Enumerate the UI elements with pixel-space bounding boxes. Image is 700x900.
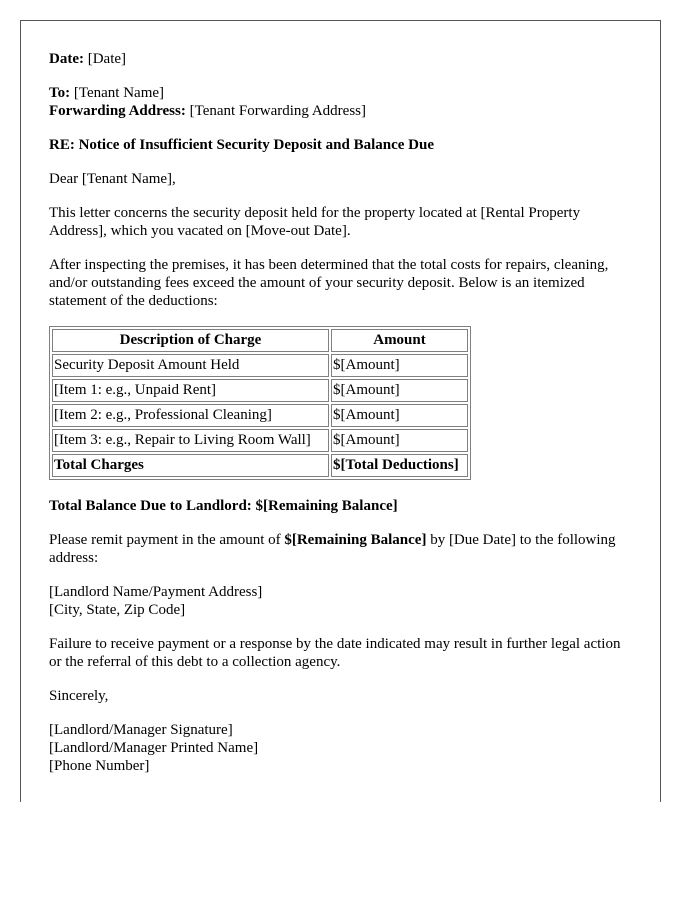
table-row — [52, 379, 468, 402]
total-charges-label: Total Charges — [52, 454, 329, 477]
signature-line-1: [Landlord/Manager Signature] — [49, 722, 233, 738]
column-header-description: Description of Charge — [52, 329, 329, 352]
table-row — [52, 404, 468, 427]
signature-line-3: [Phone Number] — [49, 758, 150, 774]
column-header-amount: Amount — [331, 329, 468, 352]
signature-block — [49, 721, 633, 775]
remit-amount: $[Remaining Balance] — [284, 532, 427, 548]
subject-text: RE: Notice of Insufficient Security Deposit and Balance Due — [49, 137, 434, 153]
table-header-row — [52, 329, 468, 352]
balance-due-line — [49, 497, 633, 515]
charge-description: [Item 1: e.g., Unpaid Rent] — [52, 379, 329, 402]
salutation: Dear [Tenant Name], — [49, 171, 176, 187]
remit-text-after: by [Due Date] to the following address: — [49, 532, 616, 566]
charge-description: Security Deposit Amount Held — [52, 354, 329, 377]
forwarding-label: Forwarding Address: — [49, 103, 186, 119]
letter-page — [20, 20, 661, 802]
table-row — [52, 354, 468, 377]
total-charges-value: $[Total Deductions] — [331, 454, 468, 477]
charge-amount: $[Amount] — [331, 379, 468, 402]
letter-body — [49, 50, 633, 791]
table-total-row — [52, 454, 468, 477]
charge-description: [Item 3: e.g., Repair to Living Room Wall] — [52, 429, 329, 452]
address-line-2: [City, State, Zip Code] — [49, 602, 186, 618]
to-value: [Tenant Name] — [73, 85, 165, 101]
remit-text-before: Please remit payment in the amount of — [49, 532, 285, 548]
date-label: Date: — [49, 51, 84, 67]
paragraph-inspection: After inspecting the premises, it has been determined that the total costs for repairs, cleaning, and/or outstanding fees exceed the amount of your security deposit. Below is an itemized statement of the deductions: — [49, 257, 609, 309]
paragraph-deposit: This letter concerns the security deposit held for the property located at [Rental Property Address], which you vacated on [Move-out Date]. — [49, 205, 581, 239]
subject-line — [49, 136, 633, 154]
paragraph-failure: Failure to receive payment or a response by the date indicated may result in further legal action or the referral of this debt to a collection agency. — [49, 636, 621, 670]
date-line — [49, 50, 633, 68]
balance-due-text: Total Balance Due to Landlord: $[Remaining Balance] — [49, 498, 398, 514]
address-line-1: [Landlord Name/Payment Address] — [49, 584, 263, 600]
to-label: To: — [49, 85, 71, 101]
date-value: [Date] — [87, 51, 127, 67]
charges-table — [49, 326, 471, 480]
remit-paragraph — [49, 531, 633, 567]
closing: Sincerely, — [49, 688, 109, 704]
forwarding-value: [Tenant Forwarding Address] — [189, 103, 366, 119]
recipient-block — [49, 84, 633, 120]
charge-amount: $[Amount] — [331, 354, 468, 377]
charge-amount: $[Amount] — [331, 404, 468, 427]
signature-line-2: [Landlord/Manager Printed Name] — [49, 740, 259, 756]
charge-amount: $[Amount] — [331, 429, 468, 452]
payment-address — [49, 583, 633, 619]
table-row — [52, 429, 468, 452]
charge-description: [Item 2: e.g., Professional Cleaning] — [52, 404, 329, 427]
